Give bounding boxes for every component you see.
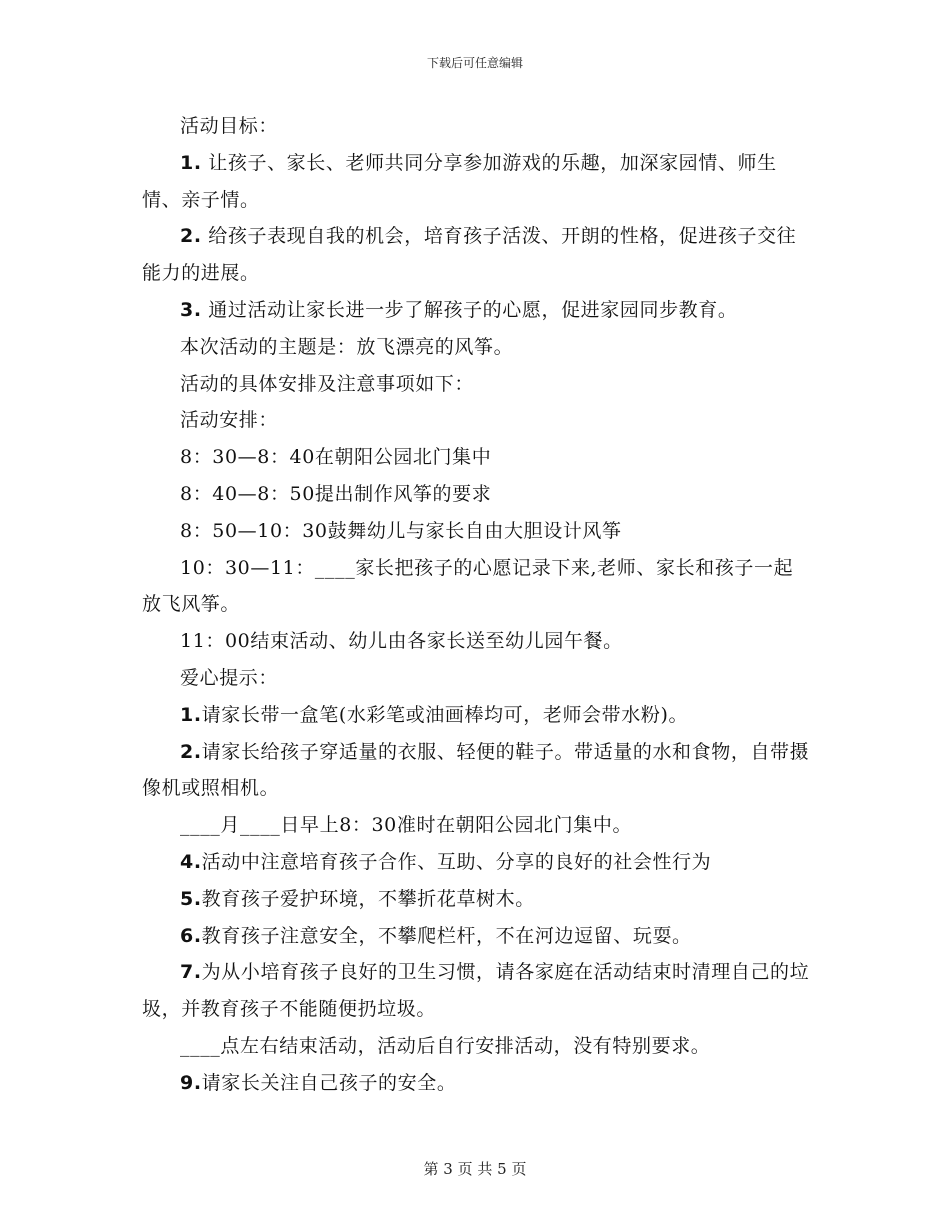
paragraph [142,329,810,366]
paragraph [142,292,810,329]
paragraph-text: 活动中注意培育孩子合作、互助、分享的良好的社会性行为 [201,850,712,873]
paragraph [142,881,810,918]
paragraph [142,366,810,403]
paragraph-text: 8：30—8：40在朝阳公园北门集中 [180,446,492,469]
paragraph [142,623,810,660]
paragraph [142,145,810,219]
page-footer: 第 3 页 共 5 页 [423,1160,527,1178]
paragraph [142,513,810,550]
paragraph [142,954,810,1028]
list-number: 7. [180,961,202,984]
paragraph [142,218,810,292]
paragraph [142,734,810,808]
list-number: 2. [180,740,202,763]
paragraph-text: 请家长带一盒笔(水彩笔或油画棒均可，老师会带水粉)。 [201,703,689,726]
paragraph [142,439,810,476]
document-body [142,108,810,1102]
paragraph-text: 让孩子、家长、老师共同分享参加游戏的乐趣，加深家园情、师生情、亲子情。 [142,151,777,211]
paragraph [142,1065,810,1102]
paragraph-text: 请家长关注自己孩子的安全。 [201,1071,457,1094]
paragraph-text: 爱心提示： [180,666,279,689]
paragraph [142,476,810,513]
paragraph-text: 教育孩子爱护环境，不攀折花草树木。 [201,887,535,910]
paragraph [142,918,810,955]
paragraph [142,550,810,624]
paragraph-text: 10：30—11：____家长把孩子的心愿记录下来,老师、家长和孩子一起放飞风筝。 [142,556,794,616]
paragraph-text: 本次活动的主题是：放飞漂亮的风筝。 [180,335,514,358]
list-number: 1. [180,151,202,174]
paragraph [142,108,810,145]
list-number: 4. [180,850,202,873]
paragraph [142,402,810,439]
paragraph-text: 11：00结束活动、幼儿由各家长送至幼儿园午餐。 [180,630,623,653]
paragraph [142,1028,810,1065]
paragraph [142,844,810,881]
paragraph-text: ____月____日早上8：30准时在朝阳公园北门集中。 [180,814,633,837]
paragraph-text: ____点左右结束活动，活动后自行安排活动，没有特别要求。 [180,1034,711,1057]
paragraph-text: 活动安排： [180,409,279,432]
list-number: 3. [180,298,202,321]
list-number: 1. [180,703,202,726]
paragraph-text: 教育孩子注意安全，不攀爬栏杆，不在河边逗留、玩耍。 [201,924,692,947]
paragraph-text: 活动目标： [180,115,279,137]
list-number: 9. [180,1071,202,1094]
paragraph [142,697,810,734]
paragraph-text: 8：50—10：30鼓舞幼儿与家长自由大胆设计风筝 [180,519,622,542]
paragraph-text: 通过活动让家长进一步了解孩子的心愿，促进家园同步教育。 [201,298,738,321]
list-number: 5. [180,887,202,910]
paragraph-text: 请家长给孩子穿适量的衣服、轻便的鞋子。带适量的水和食物，自带摄像机或照相机。 [142,740,810,800]
list-number: 6. [180,924,202,947]
paragraph-text: 给孩子表现自我的机会，培育孩子活泼、开朗的性格，促进孩子交往能力的进展。 [142,225,797,285]
paragraph [142,807,810,844]
list-number: 2. [180,225,202,248]
paragraph [142,660,810,697]
page-header: 下载后可任意编辑 [426,56,523,70]
paragraph-text: 8：40—8：50提出制作风筝的要求 [180,482,492,505]
paragraph-text: 为从小培育孩子良好的卫生习惯，请各家庭在活动结束时清理自己的垃圾，并教育孩子不能随便扔垃圾。 [142,961,810,1021]
paragraph-text: 活动的具体安排及注意事项如下： [180,372,475,395]
